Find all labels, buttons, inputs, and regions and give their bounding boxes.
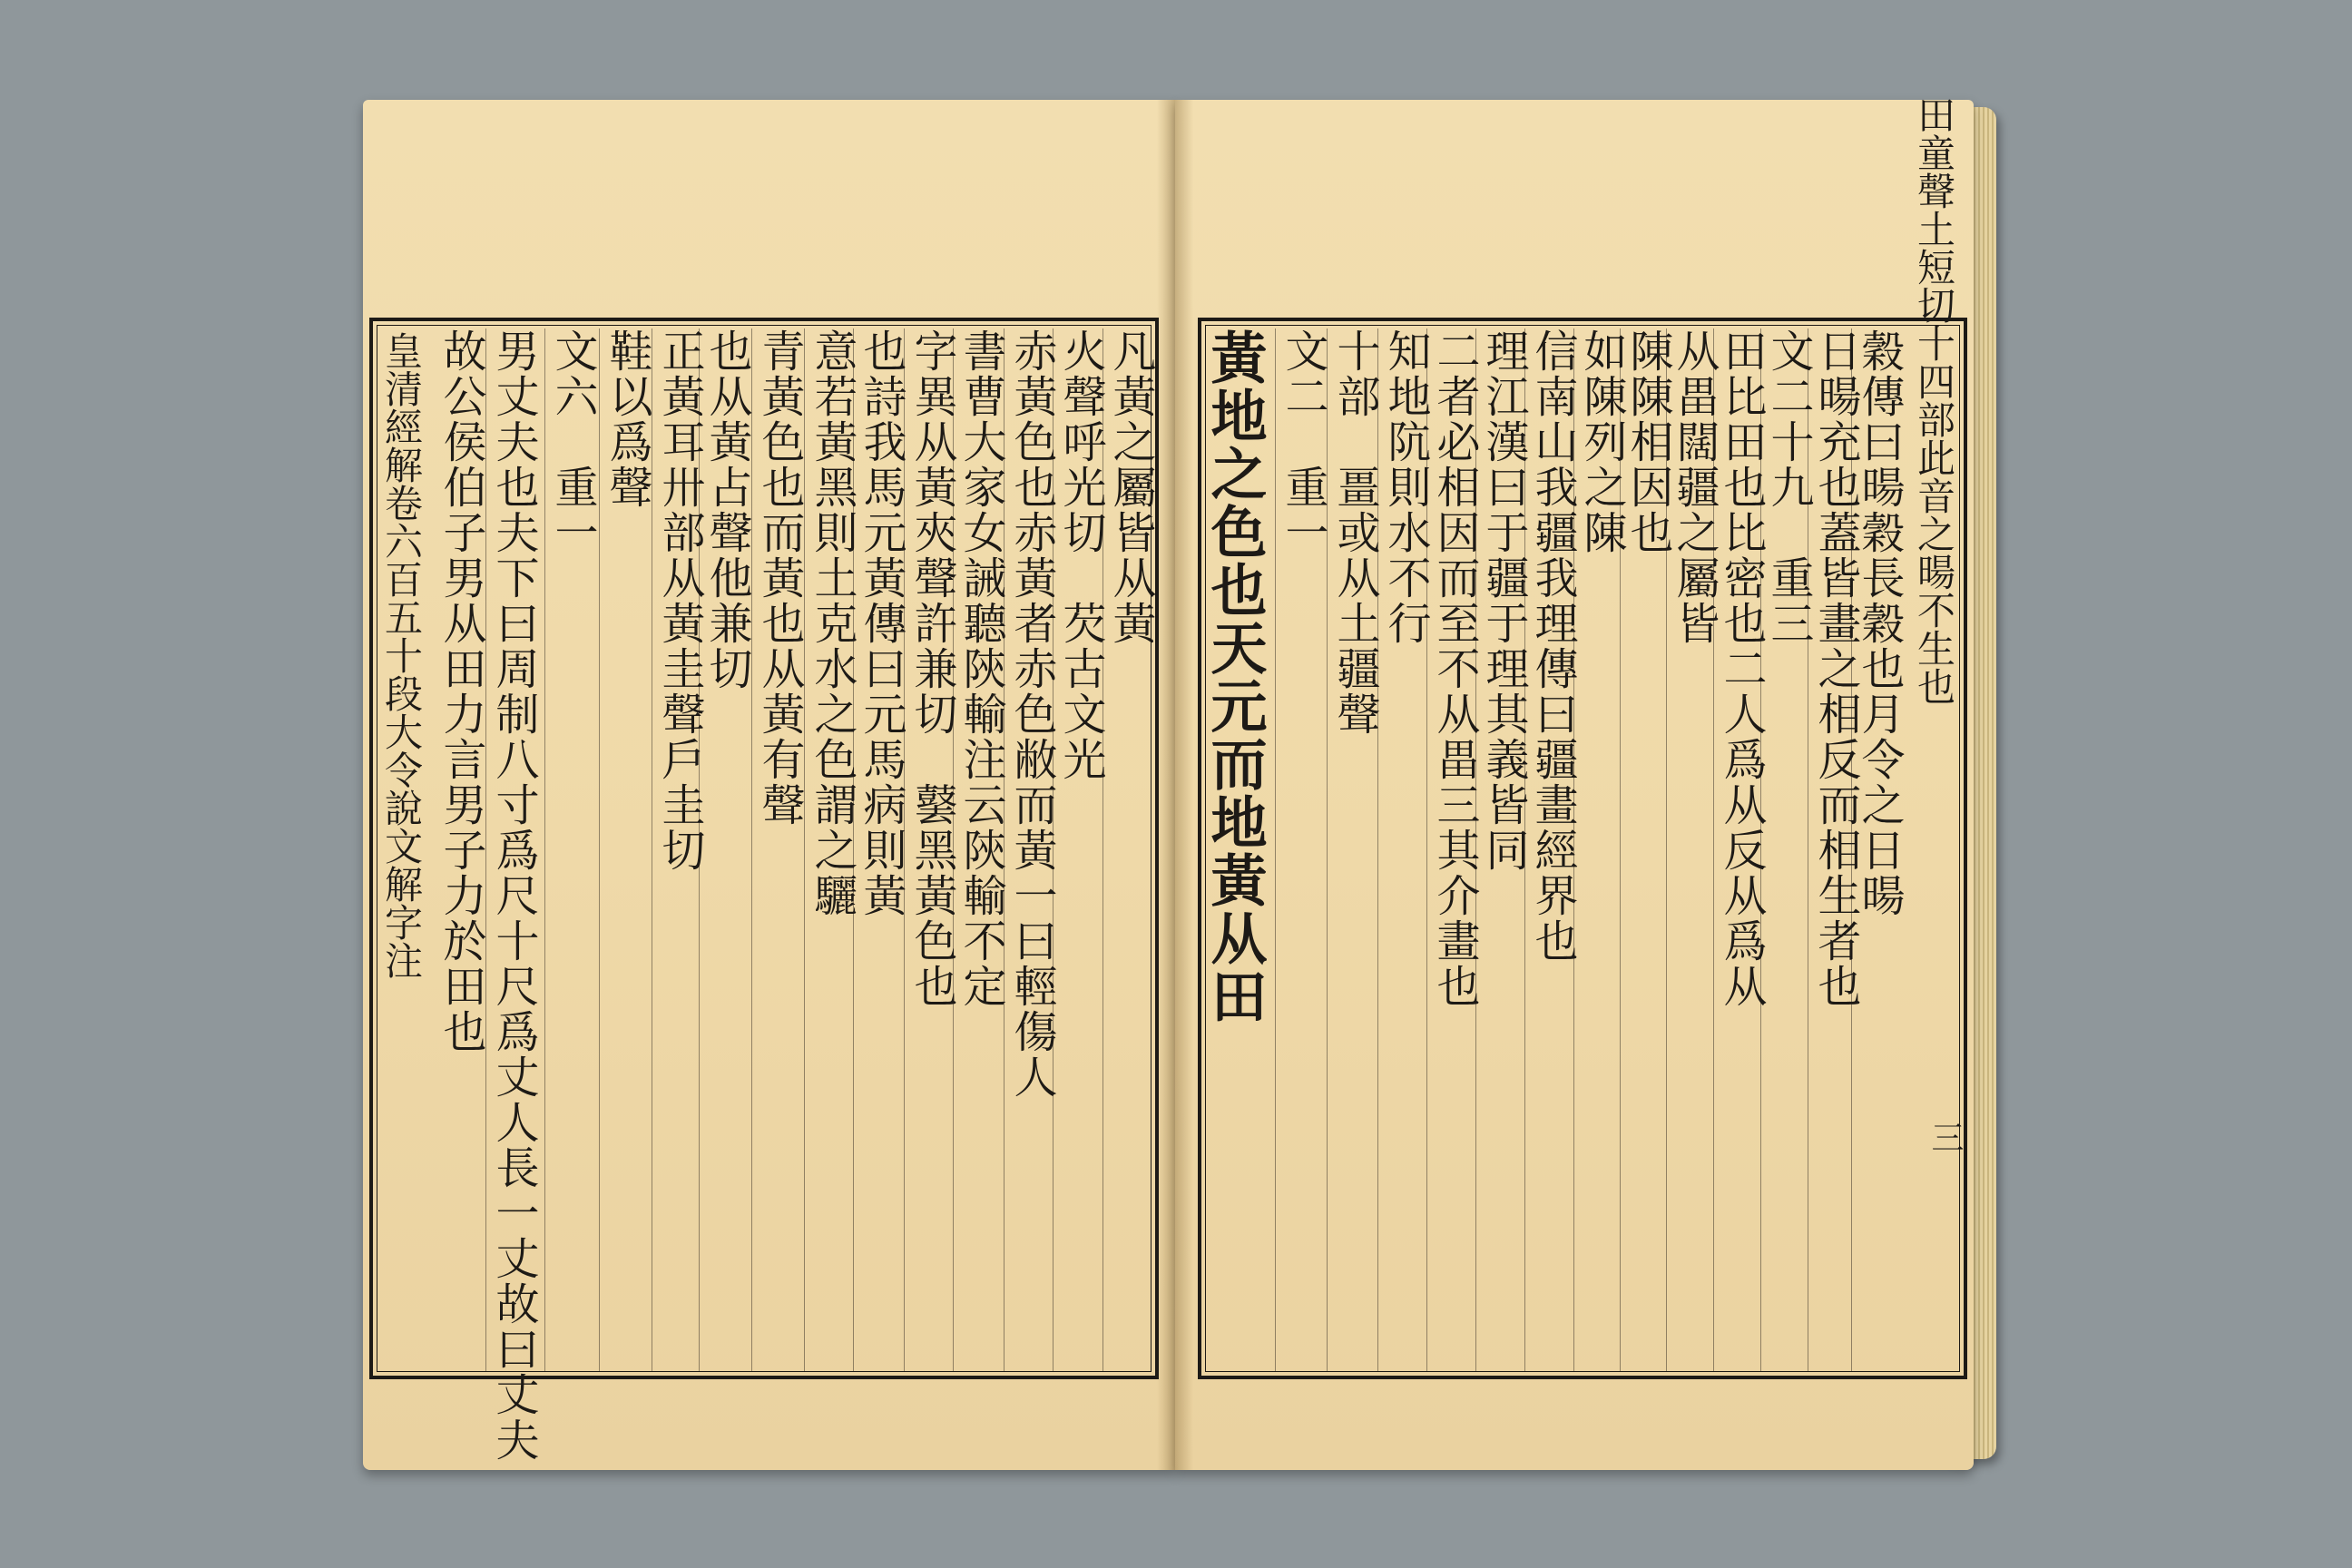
right-col-6: 从畕闊疆之屬皆 <box>1666 328 1721 1372</box>
right-col-2: 穀傳曰暘穀長穀也月令之日暘 <box>1851 328 1906 1372</box>
left-col-12: 赤黃色也赤黃者赤色敝而黃一曰輕傷人 <box>1004 328 1059 1372</box>
left-margin-title: 皇清經解卷六百五十段大令說文解字注 <box>379 331 424 979</box>
right-col-11: 二者必相因而至不从畕三其介畫也 <box>1426 328 1482 1372</box>
left-col-9: 也詩我馬元黃傳曰元馬病則黃 <box>853 328 908 1372</box>
left-col-1: 故公侯伯子男从田力言男子力於田也 <box>436 328 486 1054</box>
right-col-15: 黃地之色也天元而地黃从田 <box>1201 328 1268 1025</box>
right-col-4: 文二十九 重三 <box>1760 328 1816 1372</box>
right-col-12: 知地阬則水不行 <box>1377 328 1433 1372</box>
right-col-14: 文二 重一 <box>1275 328 1330 1372</box>
right-col-5: 田比田也比密也二人爲从反从爲从 <box>1713 328 1769 1372</box>
left-col-11: 書曹大家女誡聽陝輸注云陝輸不定 <box>953 328 1008 1372</box>
left-col-6: 也从黃占聲他兼切 <box>699 328 754 1372</box>
left-col-2: 男丈夫也夫下曰周制八寸爲尺十尺爲丈人長一丈故曰丈夫 <box>485 328 541 1372</box>
right-col-13: 十部 畺或从土疆聲 <box>1327 328 1382 1372</box>
left-col-13: 火聲呼光切 芡古文光 <box>1053 328 1108 1372</box>
right-col-3: 日暘充也蓋皆畫之相反而相生者也 <box>1808 328 1863 1372</box>
left-col-10: 字異从黃夾聲許兼切 䵽黑黃色也 <box>904 328 959 1372</box>
left-col-8: 意若黃黑則土克水之色謂之驪 <box>804 328 859 1372</box>
left-col-14: 凡黃之屬皆从黃 <box>1102 328 1158 1372</box>
page-number: 三 <box>1926 1121 1964 1153</box>
left-col-5: 正黃耳卅部从黃圭聲戶圭切 <box>652 328 707 1372</box>
book-gutter <box>1157 100 1193 1470</box>
right-col-9: 信南山我疆我理傳曰疆畫經界也 <box>1524 328 1580 1372</box>
right-col-10: 理江漢曰于疆于理其義皆同 <box>1475 328 1531 1372</box>
left-col-4: 鞋以爲聲 <box>599 328 654 1372</box>
right-col-7: 陳陳相因也 <box>1620 328 1675 1372</box>
right-col-8: 如陳列之陳 <box>1573 328 1629 1372</box>
left-col-7: 青黃色也而黃也从黃有聲 <box>751 328 807 1372</box>
left-col-3: 文六 重一 <box>544 328 600 1372</box>
right-top-column: 田童聲土短切十四部此音之暘不生也 <box>1912 95 1956 705</box>
